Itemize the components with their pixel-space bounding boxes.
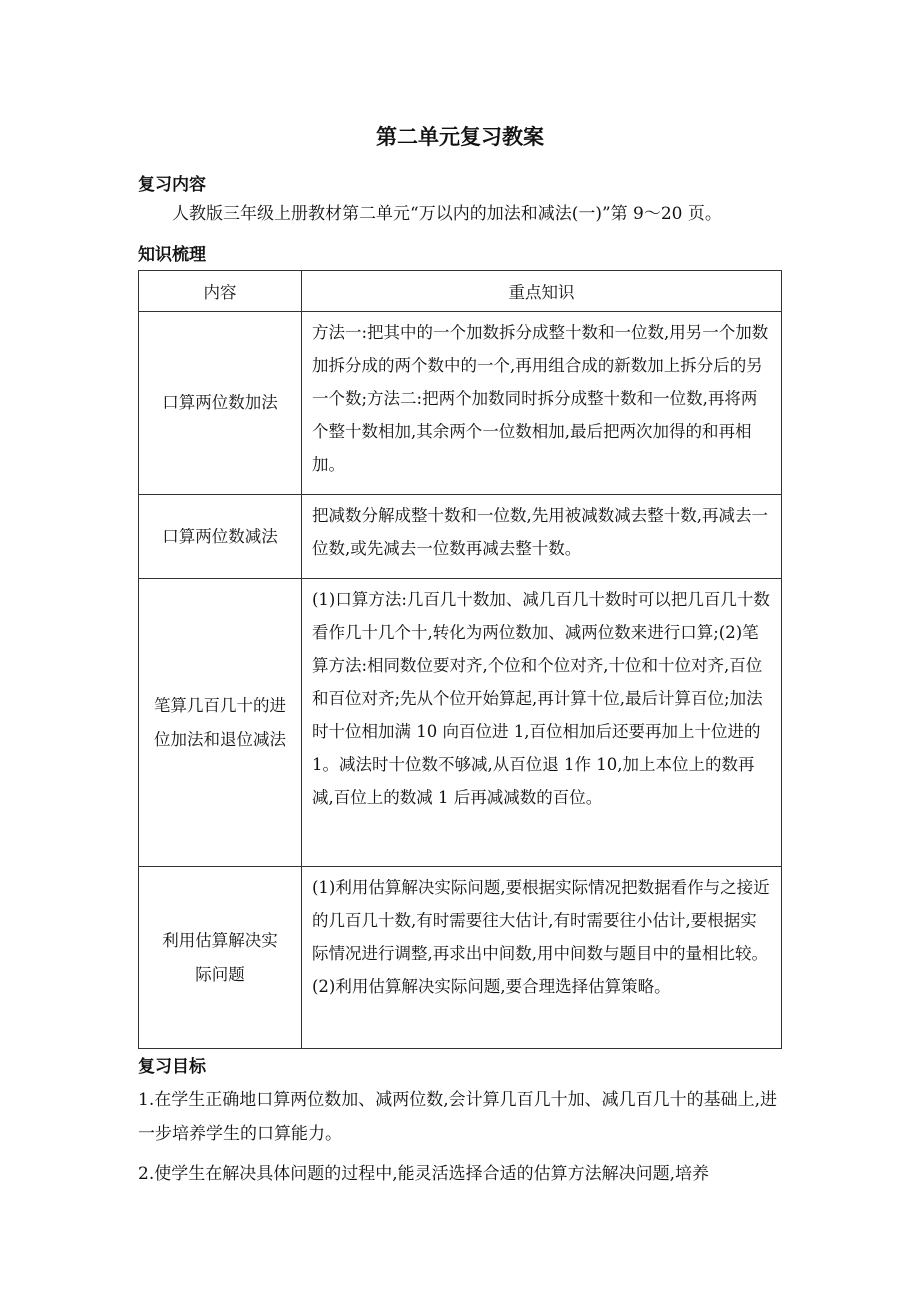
detail-line: (2)利用估算解决实际问题,要合理选择估算策略。: [312, 977, 671, 996]
table-cell-detail: [302, 867, 782, 1049]
content-paragraph: 人教版三年级上册教材第二单元“万以内的加法和减法(一)”第 9～20 页。: [172, 204, 722, 224]
table-cell-detail: (1)口算方法:几百几十数加、减几百几十数时可以把几百几十数看作几十几个十,转化为两位数加、减两位数来进行口算;(2)笔算方法:相同数位要对齐,个位和个位对齐,十位和十位对齐,百位和百位对齐;先从个位开始算起,再计算十位,最后计算百位;加法时十位相加满 10 向百位进 1,百位相加后还要再加上十位进的 1。减法时十位数不够减,从百位退 1作 10,加上本位上的数再减,百位上的数减 1 后再减减数的百位。: [302, 579, 782, 867]
goal-item: 2.使学生在解决具体问题的过程中,能灵活选择合适的估算方法解决问题,培养: [138, 1164, 710, 1184]
table-row: [139, 579, 782, 867]
table-cell-detail: 把减数分解成整十数和一位数,先用被减数减去整十数,再减去一位数,或先减去一位数再减去整十数。: [302, 495, 782, 579]
page-title: 第二单元复习教案: [376, 125, 544, 149]
table-row: [139, 312, 782, 495]
table-header-row: [139, 271, 782, 312]
table-row: [139, 867, 782, 1049]
table-cell-topic: 口算两位数加法: [139, 312, 302, 495]
table-cell-topic: 笔算几百几十的进位加法和退位减法: [139, 579, 302, 867]
table-header-content: 内容: [139, 271, 302, 312]
table-cell-topic: 利用估算解决实际问题: [139, 867, 302, 1049]
section-heading-content: 复习内容: [138, 175, 206, 195]
knowledge-table: [138, 270, 782, 1049]
table-row: [139, 495, 782, 579]
table-cell-topic: 口算两位数减法: [139, 495, 302, 579]
detail-line: (1)利用估算解决实际问题,要根据实际情况把数据看作与之接近的几百几十数,有时需要往大估计,有时需要往小估计,要根据实际情况进行调整,再求出中间数,用中间数与题目中的量相比较。: [312, 878, 770, 963]
goal-item: 1.在学生正确地口算两位数加、减两位数,会计算几百几十加、减几百几十的基础上,进一步培养学生的口算能力。: [138, 1090, 778, 1144]
section-heading-goals: 复习目标: [138, 1057, 206, 1077]
section-heading-knowledge: 知识梳理: [138, 245, 206, 265]
table-header-key-knowledge: 重点知识: [302, 271, 782, 312]
table-cell-detail: 方法一:把其中的一个加数拆分成整十数和一位数,用另一个加数加拆分成的两个数中的一个,再用组合成的新数加上拆分后的另一个数;方法二:把两个加数同时拆分成整十数和一位数,再将两个整十数相加,其余两个一位数相加,最后把两次加得的和再相加。: [302, 312, 782, 495]
